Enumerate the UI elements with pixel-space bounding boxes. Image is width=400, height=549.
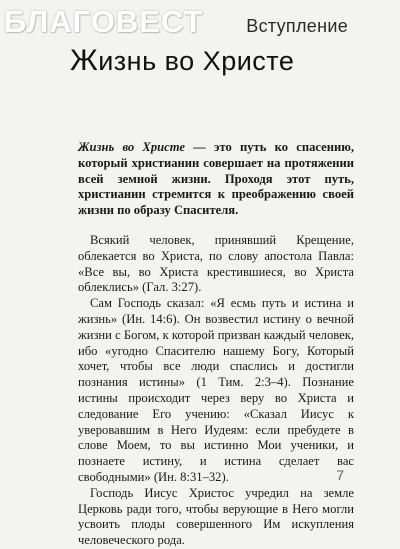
body-paragraph-2: Сам Господь сказал: «Я есмь путь и истина и жизнь» (Ин. 14:6). Он возвестил истину о вечной жизни с Богом, к которой призван каждый человек, ибо «угодно Спасителю нашему Богу, Который хочет, чтобы все люди спаслись и достигли познания истины» (1 Тим. 2:3–4). Познание истины происходит через веру во Христа и следование Его учению: «Сказал Иисус к уверовавшим в Него Иудеям: если пребудете в слове Моем, то вы истинно Мои ученики, и познаете истину, и истина сделает вас свободными» (Ин. 8:31–32). bbox=[78, 296, 354, 484]
intro-paragraph bbox=[78, 140, 354, 219]
intro-lead: Жизнь во Христе bbox=[78, 140, 185, 154]
body-paragraph-3: Господь Иисус Христос учредил на земле Церковь ради того, чтобы верующие в Него могли усвоить плоды совершенного Им искупления человеческого рода. bbox=[78, 485, 354, 548]
chapter-title-rest: изнь во Христе bbox=[98, 46, 295, 76]
intro-text: — это путь ко спасению, который христианин совершает на протяжении всей земной жизни. Проходя этот путь, христианин стремится к преображению своей жизни по образу Спасителя. bbox=[78, 140, 354, 218]
chapter-title-initial: Ж bbox=[70, 44, 99, 77]
body-text bbox=[78, 233, 354, 549]
body-paragraph-1: Всякий человек, принявший Крещение, облекается во Христа, по слову апостола Павла: «Все вы, во Христа крестившиеся, во Христа облеклись» (Гал. 3:27). bbox=[78, 233, 354, 295]
section-label: Вступление bbox=[246, 16, 348, 36]
watermark-logo: БЛАГОВЕСТ bbox=[4, 4, 204, 39]
chapter-title bbox=[70, 44, 294, 78]
page-number: 7 bbox=[336, 467, 344, 483]
